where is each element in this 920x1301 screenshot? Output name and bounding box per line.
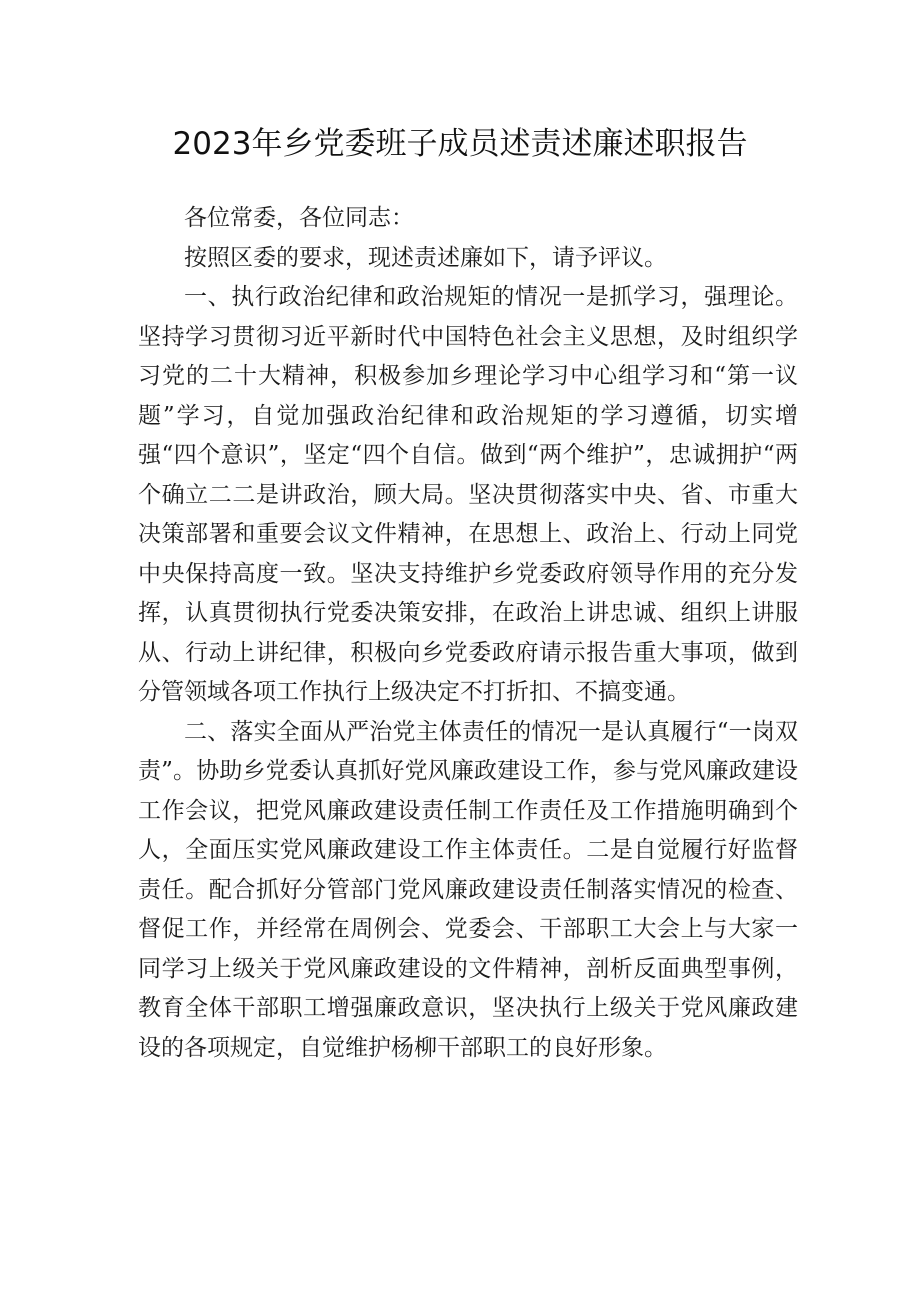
section-two-paragraph: 二、落实全面从严治党主体责任的情况一是认真履行“一岗双责”。协助乡党委认真抓好党风廉政建设工作，参与党风廉政建设工作会议，把党风廉政建设责任制工作责任及工作措施明确到个人，全面压实党风廉政建设工作主体责任。二是自觉履行好监督责任。配合抓好分管部门党风廉政建设责任制落实情况的检查、督促工作，并经常在周例会、党委会、干部职工大会上与大家一同学习上级关于党风廉政建设的文件精神，剖析反面典型事例，教育全体干部职工增强廉政意识，坚决执行上级关于党风廉政建设的各项规定，自觉维护杨柳干部职工的良好形象。 [138, 718, 798, 1061]
section-one-paragraph: 一、执行政治纪律和政治规矩的情况一是抓学习，强理论。坚持学习贯彻习近平新时代中国特色社会主义思想，及时组织学习党的二十大精神，积极参加乡理论学习中心组学习和“第一议题”学习，自觉加强政治纪律和政治规矩的学习遵循，切实增强“四个意识”，坚定“四个自信。做到“两个维护”，忠诚拥护“两个确立二二是讲政治，顾大局。坚决贯彻落实中央、省、市重大决策部署和重要会议文件精神，在思想上、政治上、行动上同党中央保持高度一致。坚决支持维护乡党委政府领导作用的充分发挥，认真贯彻执行党委决策安排，在政治上讲忠诚、组织上讲服从、行动上讲纪律，积极向乡党委政府请示报告重大事项，做到分管领域各项工作执行上级决定不打折扣、不搞变通。 [138, 284, 798, 705]
salutation-paragraph: 各位常委，各位同志： [184, 205, 414, 231]
document-title: 2023年乡党委班子成员述责述廉述职报告 [172, 126, 748, 162]
intro-paragraph: 按照区委的要求，现述责述廉如下，请予评议。 [184, 244, 667, 271]
document-body [138, 199, 798, 1068]
